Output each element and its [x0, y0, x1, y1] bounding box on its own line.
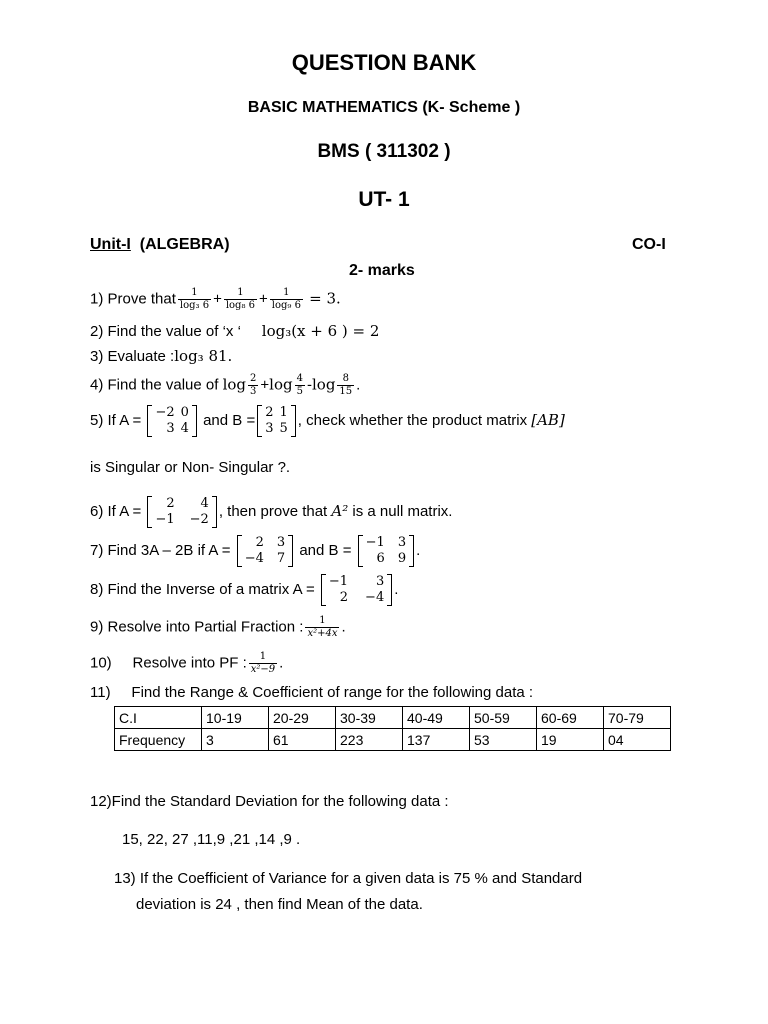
question-text: Prove that — [107, 290, 176, 308]
subject-title: BASIC MATHEMATICS (K- Scheme ) — [247, 99, 521, 116]
matrix-a: −2 0 3 4 — [147, 405, 196, 437]
fraction: $\frac{1}{\text{log₈ 6}}$ — [225, 287, 255, 311]
question-2: 2) Find the value of ‘x ‘ log₃(x + 6 ) = 2 — [90, 322, 380, 340]
fraction: $\frac{1}{\text{x²−9}}$ — [250, 651, 276, 675]
page-title: QUESTION BANK — [291, 50, 477, 75]
table-cell: 10-19 — [202, 707, 269, 729]
question-9: 9) Resolve into Partial Fraction : $\frac{1}{\text{x²+4x}}$ . — [90, 615, 346, 639]
table-cell: C.I — [115, 707, 202, 729]
fraction: $\frac{1}{\text{log₉ 6}}$ — [271, 287, 301, 311]
table-cell: 30-39 — [336, 707, 403, 729]
question-6: 6) If A = 2 4 −1 −2 , then prove that A² is a null matrix. — [90, 496, 453, 527]
question-13-continued: deviation is 24 , then find Mean of the data. — [136, 896, 423, 913]
matrix-b: 2 1 3 5 — [257, 405, 296, 437]
question-10: 10) Resolve into PF : $\frac{1}{\text{x²−9}}$ . — [90, 651, 284, 675]
table-cell: 04 — [604, 729, 671, 751]
question-7: 7) Find 3A – 2B if A = 2 3 −4 7 and B = −1 3 6 9 . — [90, 535, 421, 566]
fraction: $\frac{1}{\text{log₃ 6}}$ — [179, 287, 210, 311]
table-row — [115, 707, 671, 729]
question-5-continued: is Singular or Non- Singular ?. — [90, 459, 291, 476]
question-13: 13) If the Coefficient of Variance for a given data is 75 % and Standard — [114, 870, 583, 887]
table-cell: Frequency — [115, 729, 202, 751]
matrix-b: −1 3 6 9 — [358, 535, 414, 567]
table-cell: 50-59 — [470, 707, 537, 729]
table-cell: 19 — [537, 729, 604, 751]
table-cell: 3 — [202, 729, 269, 751]
frequency-table — [114, 706, 671, 751]
course-outcome: CO-I — [632, 236, 666, 253]
marks-heading: 2- marks — [349, 262, 415, 279]
matrix-a: 2 4 −1 −2 — [147, 496, 216, 528]
question-5: 5) If A = −2 0 3 4 and B = 2 1 3 5 , check whether the product matrix [AB] — [90, 405, 565, 436]
test-title: UT- 1 — [358, 188, 410, 211]
table-cell: 53 — [470, 729, 537, 751]
table-cell: 60-69 — [537, 707, 604, 729]
table-row — [115, 729, 671, 751]
question-3: 3) Evaluate :log₃ 81. — [90, 347, 233, 365]
question-12-data: 15, 22, 27 ,11,9 ,21 ,14 ,9 . — [122, 831, 301, 848]
table-cell: 223 — [336, 729, 403, 751]
fraction: $\frac{1}{\text{x²+4x}}$ — [307, 615, 338, 639]
question-number: 1) — [90, 290, 104, 308]
matrix-a: −1 3 2 −4 — [321, 574, 392, 606]
table-cell: 20-29 — [269, 707, 336, 729]
table-cell: 137 — [403, 729, 470, 751]
question-11: 11) Find the Range & Coefficient of range for the following data : — [90, 684, 534, 701]
question-1: 1) Prove that $\frac{1}{\text{log₃ 6}}$ + $\frac{1}{\text{log₈ 6}}$ + $\frac{1}{\text{log₉ 6}}$ = 3. — [90, 287, 341, 311]
question-8: 8) Find the Inverse of a matrix A = −1 3 2 −4 . — [90, 574, 399, 605]
table-cell: 61 — [269, 729, 336, 751]
subject-code: BMS ( 311302 ) — [317, 141, 451, 162]
table-cell: 70-79 — [604, 707, 671, 729]
table-cell: 40-49 — [403, 707, 470, 729]
question-text: Find the value of ‘x ‘ — [107, 323, 241, 340]
matrix-a: 2 3 −4 7 — [237, 535, 293, 567]
question-12: 12)Find the Standard Deviation for the following data : — [90, 793, 449, 810]
unit-name: (ALGEBRA) — [139, 236, 230, 253]
unit-heading — [90, 236, 230, 254]
math-expression: log₃ 81. — [174, 347, 233, 365]
unit-label: Unit-I — [90, 236, 131, 253]
question-4: 4) Find the value of log $\frac{2}{3}$ +log $\frac{4}{5}$ -log $\frac{8}{15}$ . — [90, 373, 361, 397]
math-expression: log₃(x + 6 ) = 2 — [261, 322, 380, 340]
